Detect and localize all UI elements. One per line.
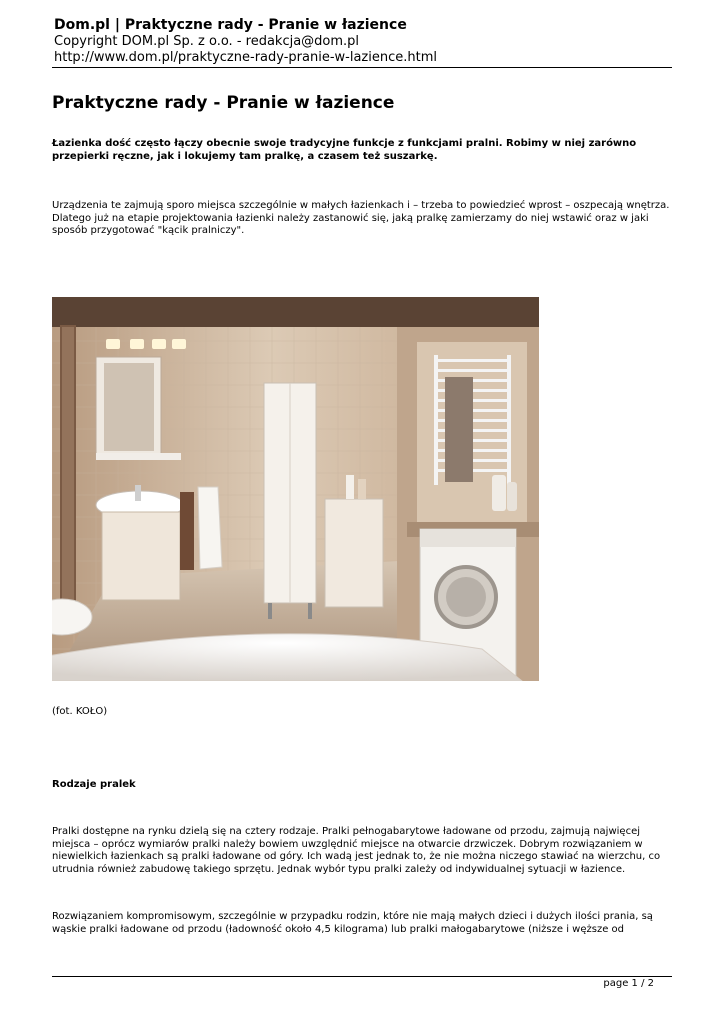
- paragraph-compromise: Rozwiązaniem kompromisowym, szczególnie w przypadku rodzin, które nie mają małych dzieci i dużych ilości prania, są wąskie pralki ładowane od przodu (ładowność około 4,5 kilograma) lub pralki małogabarytowe (niższe i węższe od: [52, 911, 653, 935]
- header-divider: [52, 67, 672, 68]
- section-heading: Rodzaje pralek: [52, 779, 136, 790]
- photo-caption: (fot. KOŁO): [52, 706, 108, 717]
- site-title: Dom.pl | Praktyczne rady - Pranie w łazience: [54, 17, 407, 33]
- copyright-line: Copyright DOM.pl Sp. z o.o. - redakcja@dom.pl: [54, 34, 360, 49]
- page-number: page 1 / 2: [603, 978, 654, 989]
- footer-divider: [52, 976, 672, 977]
- article-title: Praktyczne rady - Pranie w łazience: [52, 93, 395, 113]
- paragraph-intro: Urządzenia te zajmują sporo miejsca szczególnie w małych łazienkach i – trzeba to powiedzieć wprost – oszpecają wnętrza. Dlatego już na etapie projektowania łazienki należy zastanowić się, jaką pralkę zamierzamy do niej wstawić oraz w jaki sposób przygotować "kącik pralniczy".: [52, 200, 670, 236]
- source-url: http://www.dom.pl/praktyczne-rady-pranie-w-lazience.html: [54, 50, 437, 65]
- document-header: [54, 16, 672, 66]
- bathroom-photo: [52, 297, 539, 681]
- paragraph-types: Pralki dostępne na rynku dzielą się na cztery rodzaje. Pralki pełnogabarytowe ładowane od przodu, zajmują najwięcej miejsca – oprócz wymiarów pralki należy bowiem uwzględnić miejsce na otwarcie drzwiczek. Dobrym rozwiązaniem w niewielkich łazienkach są pralki ładowane od góry. Ich wadą jest jednak to, że nie można niczego stawiać na wierzchu, co utrudnia również zabudowę takiego sprzętu. Jednak wybór typu pralki zależy od indywidualnej sytuacji w łazience.: [52, 826, 661, 875]
- article-lead: Łazienka dość często łączy obecnie swoje tradycyjne funkcje z funkcjami pralni. Robimy w niej zarówno przepierki ręczne, jak i lokujemy tam pralkę, a czasem też suszarkę.: [52, 138, 637, 162]
